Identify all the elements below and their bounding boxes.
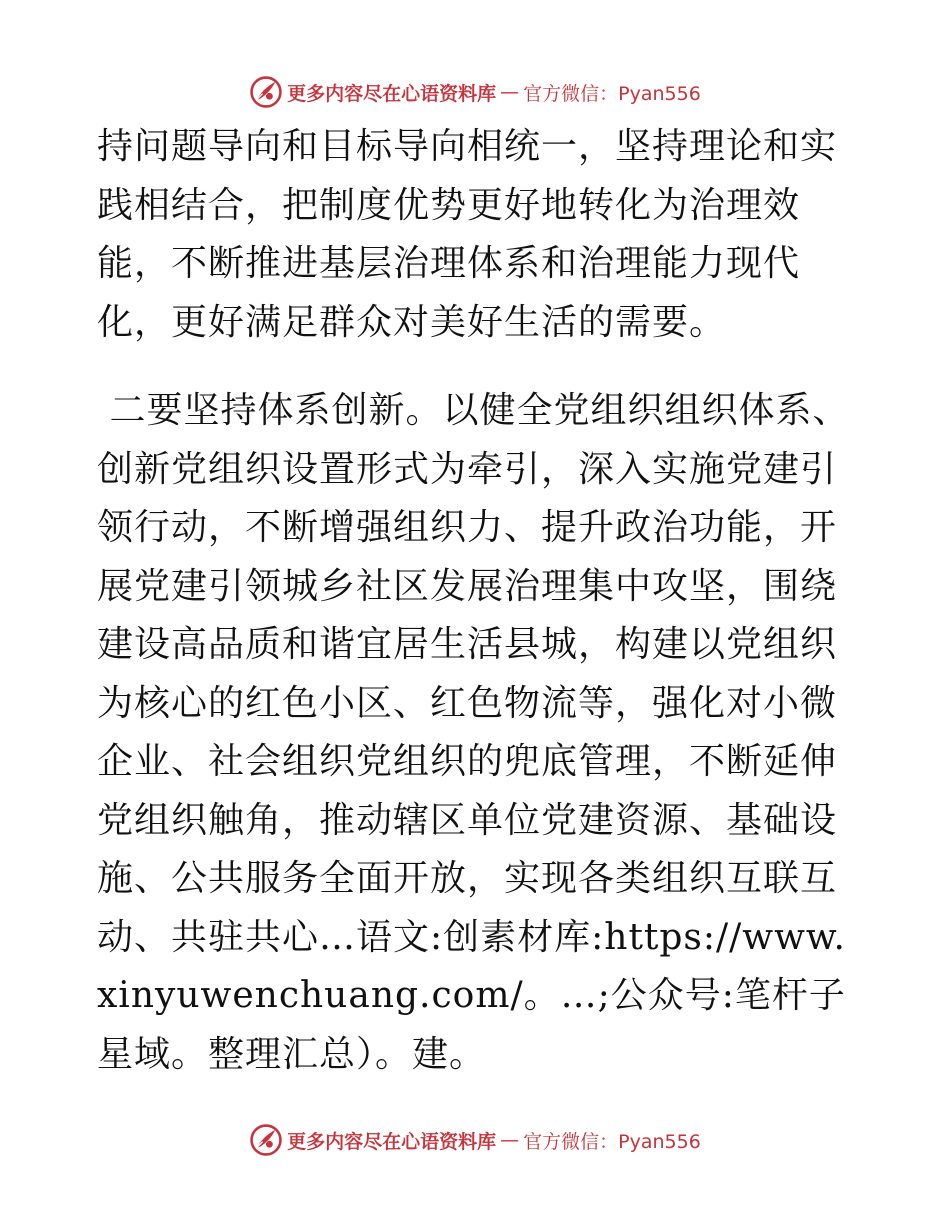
body-paragraph-2: 二要坚持体系创新。以健全党组织组织体系、创新党组织设置形式为牵引，深入实施党建引领行动，不断增强组织力、提升政治功能，开展党建引领城乡社区发展治理集中攻坚，围绕建设高品质和谐宜居生活县城，构建以党组织为核心的红色小区、红色物流等，强化对小微企业、社会组织党组织的兜底管理，不断延伸党组织触角，推动辖区单位党建资源、基础设施、公共服务全面开放，实现各类组织互联互动、共驻共心…语文:创素材库:https://www.xinyuwenchuang.com/。…;公众号:笔杆子星域。整理汇总）。建。 [97, 390, 850, 1075]
header-banner-separator: — [500, 81, 520, 103]
footer-banner-inner [249, 1123, 701, 1157]
header-banner [0, 72, 950, 112]
footer-banner [0, 1120, 950, 1160]
header-banner-title: 更多内容尽在心语资料库 [287, 82, 497, 105]
footer-banner-wechat: 官方微信：Pyan556 [523, 1130, 701, 1153]
header-banner-inner [249, 75, 701, 109]
header-banner-wechat: 官方微信：Pyan556 [523, 82, 701, 105]
document-body [97, 118, 857, 1084]
footer-banner-separator: — [500, 1129, 520, 1151]
body-paragraph-1: 持问题导向和目标导向相统一，坚持理论和实践相结合，把制度优势更好地转化为治理效能，不断推进基层治理体系和治理能力现代化，更好满足群众对美好生活的需要。 [97, 126, 838, 343]
quill-pen-logo-icon [249, 1123, 283, 1157]
footer-banner-title: 更多内容尽在心语资料库 [287, 1130, 497, 1153]
quill-pen-logo-icon [249, 75, 283, 109]
